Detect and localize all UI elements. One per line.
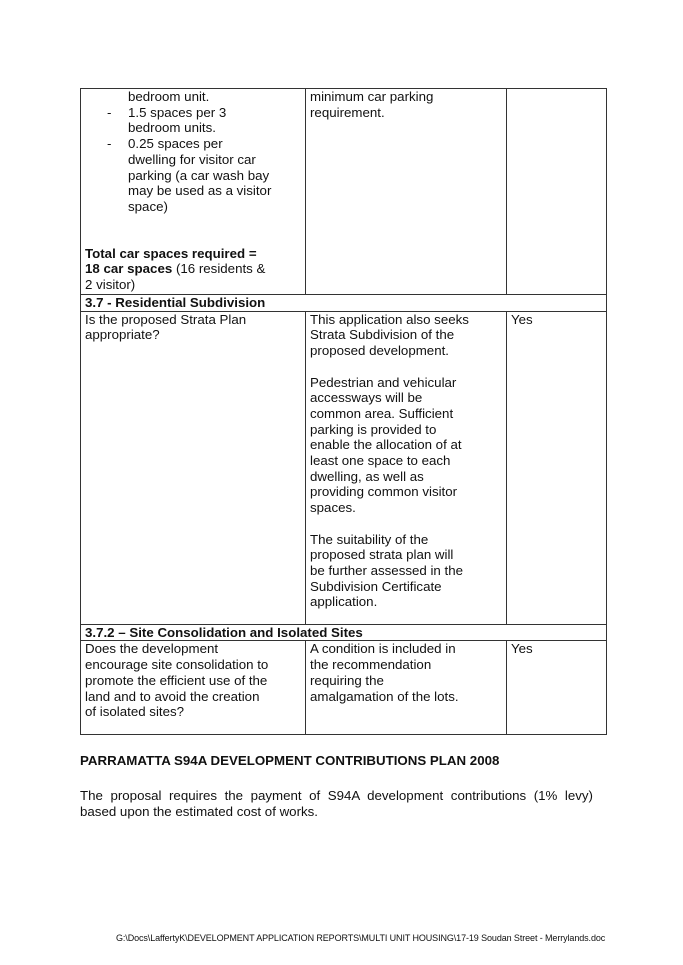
list-item (85, 105, 301, 136)
text-line: dwelling for visitor car (128, 151, 256, 167)
text-line: spaces. (310, 500, 356, 516)
text-line: common area. Sufficient (310, 405, 454, 421)
text-line: - 1.5 spaces per 3 (128, 104, 227, 120)
total-line: Total car spaces required = (85, 245, 257, 261)
text-line: may be used as a visitor (128, 183, 272, 199)
text-line: requirement. (310, 104, 385, 120)
total-breakdown: (16 residents & (172, 261, 266, 277)
text-line: This application also seeks (310, 311, 469, 327)
footer-file-path: G:\Docs\LaffertyK\DEVELOPMENT APPLICATION REPORTS\MULTI UNIT HOUSING\17-19 Soudan Street - Merrylands.doc (116, 933, 606, 943)
comment-cell (306, 89, 507, 295)
bullet-list (85, 105, 301, 215)
text-line: requiring the (310, 672, 384, 688)
text-line: of isolated sites? (85, 704, 185, 720)
text-line: proposed development. (310, 343, 449, 359)
text-line: land and to avoid the creation (85, 688, 260, 704)
text-line: bedroom unit. (128, 89, 210, 104)
requirement-cell (81, 641, 306, 735)
text-line: bedroom units. (128, 120, 216, 136)
text-line: least one space to each (310, 453, 451, 469)
section-row (81, 295, 607, 312)
section-heading: PARRAMATTA S94A DEVELOPMENT CONTRIBUTIONS PLAN 2008 (80, 753, 500, 768)
text-line: parking is provided to (310, 421, 437, 437)
text-line: appropriate? (85, 327, 160, 343)
text-line: parking (a car wash bay (128, 167, 270, 183)
text-line: the recommendation (310, 657, 432, 673)
text-line: dwelling, as well as (310, 468, 424, 484)
section-title: 3.7.2 – Site Consolidation and Isolated Sites (81, 624, 607, 641)
text-line: application. (310, 594, 378, 610)
text-line: The suitability of the (310, 531, 429, 547)
text-line: A condition is included in (310, 641, 456, 657)
text-line: - 0.25 spaces per (128, 136, 223, 152)
compliance-cell: Yes (507, 311, 607, 624)
text-line: minimum car parking (310, 89, 434, 104)
text-line: Subdivision Certificate (310, 578, 442, 594)
text-line: providing common visitor (310, 484, 458, 500)
text-line: accessways will be (310, 390, 423, 406)
requirement-cell (81, 311, 306, 624)
total-count: 18 car spaces (85, 261, 173, 277)
text-line: Does the development (85, 641, 219, 657)
text-line: space) (128, 198, 168, 214)
compliance-cell: Yes (507, 641, 607, 735)
total-line: 2 visitor) (85, 277, 136, 293)
section-title: 3.7 - Residential Subdivision (81, 295, 607, 312)
requirements-table (80, 88, 607, 735)
text-line: enable the allocation of at (310, 437, 462, 453)
body-paragraph: The proposal requires the payment of S94A development contributions (1% levy) based upon the estimated cost of works. (80, 788, 593, 819)
list-item (85, 136, 301, 215)
text-line: promote the efficient use of the (85, 672, 268, 688)
table-row (81, 311, 607, 624)
text-line: Is the proposed Strata Plan (85, 311, 247, 327)
table-row (81, 89, 607, 295)
text-line: be further assessed in the (310, 562, 464, 578)
comment-cell (306, 311, 507, 624)
text-line: Pedestrian and vehicular (310, 374, 457, 390)
text-line: encourage site consolidation to (85, 657, 269, 673)
text-line: proposed strata plan will (310, 547, 454, 563)
total-line (85, 261, 301, 277)
table-row (81, 641, 607, 735)
compliance-cell (507, 89, 607, 295)
text-line: Strata Subdivision of the (310, 327, 455, 343)
requirement-cell (81, 89, 306, 295)
section-row (81, 624, 607, 641)
text-line: amalgamation of the lots. (310, 688, 459, 704)
comment-cell (306, 641, 507, 735)
